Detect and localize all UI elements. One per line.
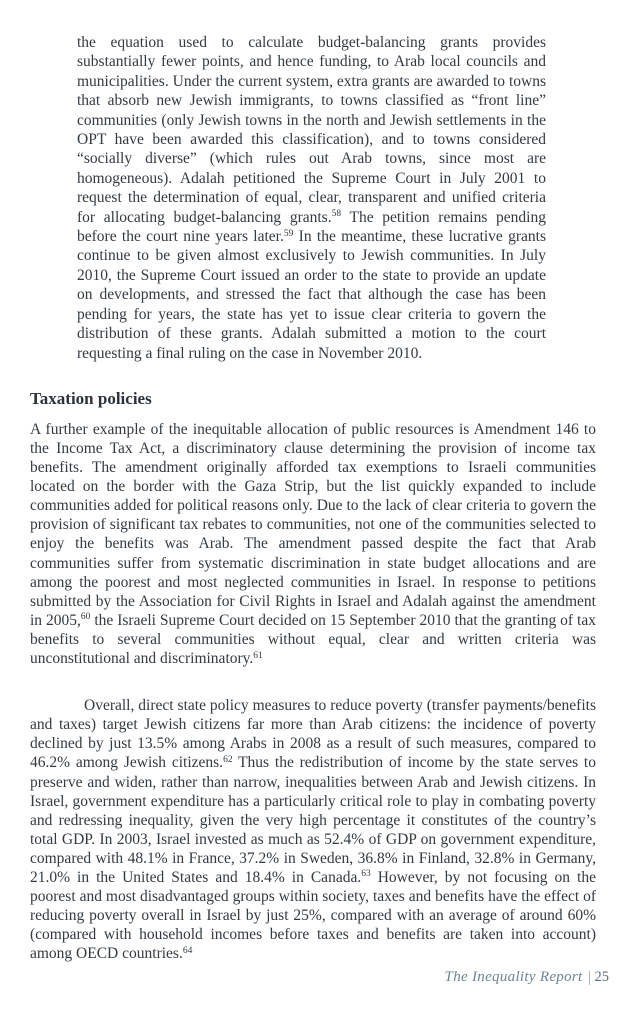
footnote-ref-64: 64 [182, 945, 193, 956]
footnote-ref-61: 61 [253, 650, 263, 661]
footnote-ref-63: 63 [361, 869, 371, 880]
amendment-text-1: A further example of the inequitable allocation of public resources is Amendment 146 to the Income Tax Act, a discriminatory clause determining the provision of income tax benefits. The amendment originally afforded tax exemptions to Israeli communities located on the border with the Gaza Strip, but the list quickly expanded to include communities added for political reasons only. Due to the lack of clear criteria to govern the provision of significant tax rebates to communities, not one of the communities selected to enjoy the benefits was Arab. The amendment passed despite the fact that Arab communities suffer from systematic discrimination in state budget allocations and are among the poorest and most neglected communities in Israel. In response to petitions submitted by the Association for Civil Rights in Israel and Adalah against the amendment in 2005, [30, 420, 596, 629]
paragraph-poverty [30, 696, 596, 963]
footnote-ref-60: 60 [80, 612, 91, 623]
quote-text-1: the equation used to calculate budget-balancing grants provides substantially fewer points, and hence funding, to Arab local councils and municipalities. Under the current system, extra grants are awarded to towns that absorb new Jewish immigrants, to towns classified as “front line” communities (only Jewish towns in the north and Jewish settlements in the OPT have been awarded this classification), and to towns considered “socially diverse” (which rules out Arab towns, since most are homogeneous). Adalah petitioned the Supreme Court in July 2001 to request the determination of equal, clear, transparent and unified criteria for allocating budget-balancing grants. [77, 34, 546, 226]
footnote-ref-58: 58 [331, 209, 342, 220]
page-content [30, 33, 596, 963]
report-title: The Inequality Report [444, 969, 583, 985]
amendment-text-2: the Israeli Supreme Court decided on 15 September 2010 that the granting of tax benefits to several communities without equal, clear and written criteria was unconstitutional and discriminatory. [30, 611, 596, 668]
page-footer [445, 969, 609, 986]
poverty-text-1: Overall, direct state policy measures to reduce poverty (transfer payments/benefits and taxes) target Jewish citizens far more than Arab citizens: the incidence of poverty declined by just 13.5% among Arabs in 2008 as a result of such measures, compared to 46.2% among Jewish citizens. [30, 697, 596, 772]
footer-separator [589, 971, 590, 985]
quote-text-3: In the meantime, these lucrative grants continue to be given almost exclusively to Jewish communities. In July 2010, the Supreme Court issued an order to the state to provide an update on developments, and stressed the fact that although the case has been pending for years, the state has yet to issue clear criteria to govern the distribution of these grants. Adalah submitted a motion to the court requesting a final ruling on the case in November 2010. [77, 228, 546, 362]
poverty-text-2: Thus the redistribution of income by the state serves to preserve and widen, rather than narrow, inequalities between Arab and Jewish citizens. In Israel, government expenditure has a particularly critical role to play in combating poverty and redressing inequality, given the very high percentage it constitutes of the country’s total GDP. In 2003, Israel invested as much as 52.4% of GDP on government expenditure, compared with 48.1% in France, 37.2% in Sweden, 36.8% in Finland, 32.8% in Germany, 21.0% in the United States and 18.4% in Canada. [30, 754, 596, 886]
section-heading: Taxation policies [30, 388, 152, 408]
quote-paragraph [77, 33, 546, 363]
quote-text-2: The petition remains pending before the court nine years later. [77, 208, 546, 246]
paragraph-amendment [30, 420, 596, 668]
footnote-ref-62: 62 [223, 754, 233, 765]
footnote-ref-59: 59 [283, 228, 294, 239]
page-number: 25 [594, 969, 609, 985]
poverty-text-3: However, by not focusing on the poorest and most disadvantaged groups within society, taxes and benefits have the effect of reducing poverty overall in Israel by just 25%, compared with an average of around 60% (compared with household incomes before taxes and benefits are taken into account) among OECD countries. [30, 868, 596, 963]
